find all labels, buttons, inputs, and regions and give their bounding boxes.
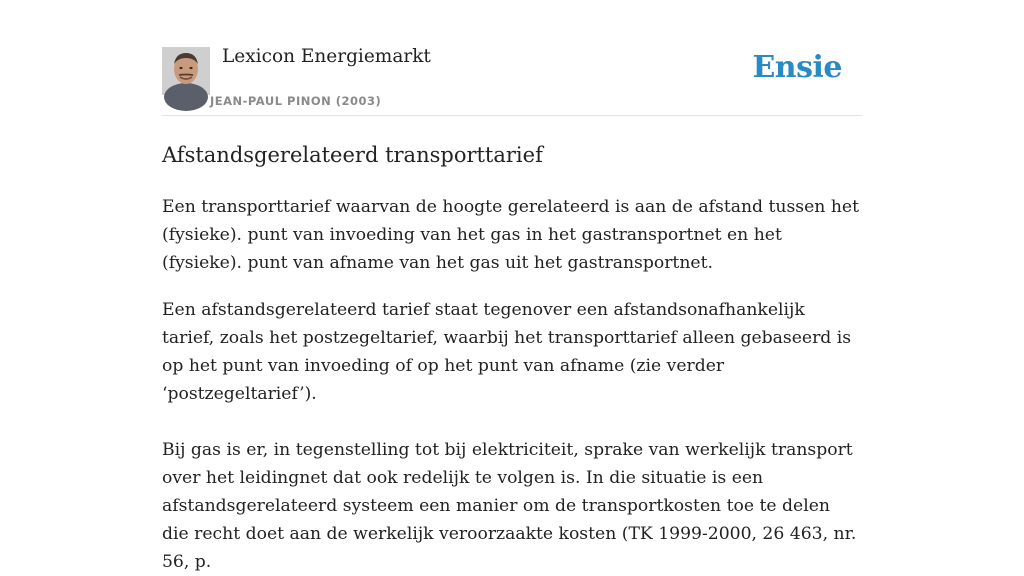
article xyxy=(162,140,862,576)
article-paragraph-3: Bij gas is er, in tegenstelling tot bij elektriciteit, sprake van werkelijk transport over het leidingnet dat ook redelijk te volgen is. In die situatie is een afstandsgerelateerd systeem een manier om de transportkosten toe te delen die recht doet aan de werkelijk veroorzaakte kosten (TK 1999-2000, 26 463, nr. 56, p. xyxy=(162,440,857,572)
article-title: Afstandsgerelateerd transporttarief xyxy=(162,143,543,167)
article-paragraph-1: Een transporttarief waarvan de hoogte gerelateerd is aan de afstand tussen het (fysieke). punt van invoeding van het gas in het gastransportnet en het (fysieke). punt van afname van het gas uit het gastransportnet. xyxy=(162,197,859,273)
ensie-logo[interactable]: Ensie xyxy=(752,50,842,85)
lexicon-title[interactable]: Lexicon Energiemarkt xyxy=(222,46,431,67)
author-portrait-icon[interactable] xyxy=(162,47,210,95)
header xyxy=(162,44,862,116)
author-name[interactable]: JEAN-PAUL PINON (2003) xyxy=(210,94,382,108)
avatar-image xyxy=(162,47,210,95)
article-paragraph-2: Een afstandsgerelateerd tarief staat tegenover een afstandsonafhankelijk tarief, zoals het postzegeltarief, waarbij het transporttarief alleen gebaseerd is op het punt van invoeding of op het punt van afname (zie verder ‘postzegeltarief’). xyxy=(162,300,852,404)
